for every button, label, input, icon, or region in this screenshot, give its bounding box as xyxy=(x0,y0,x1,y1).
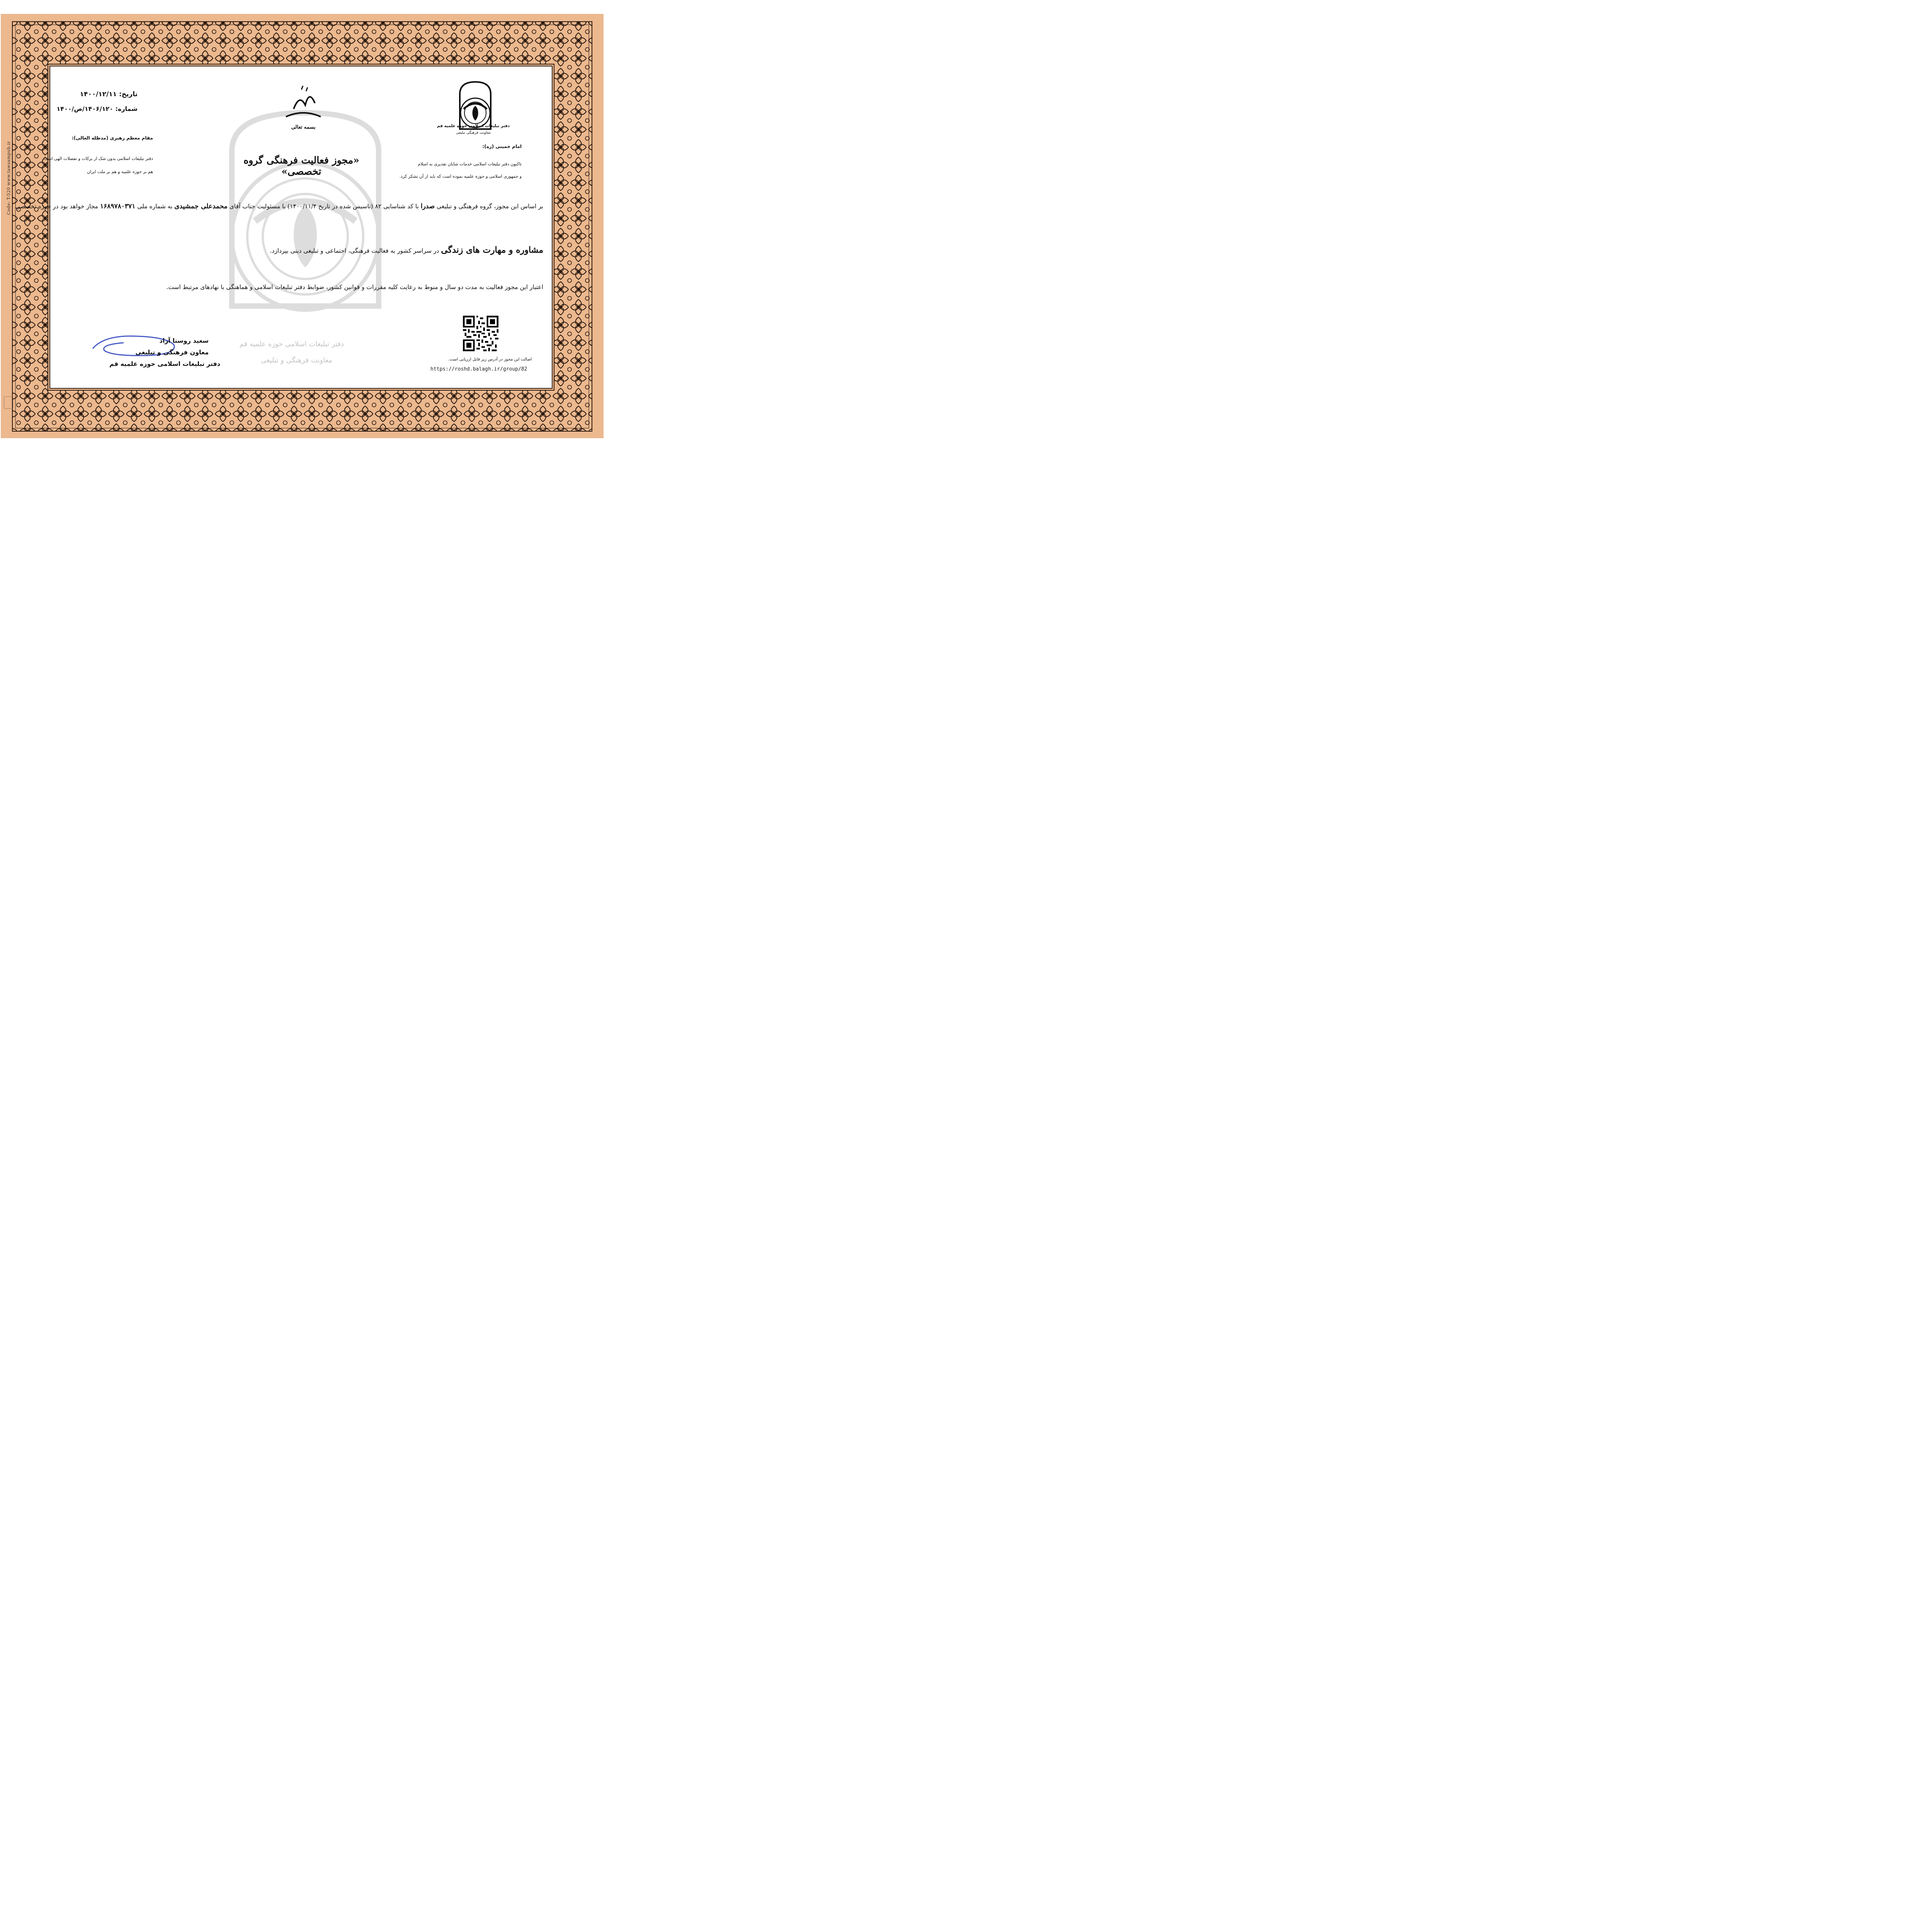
certificate-panel xyxy=(15,66,553,389)
quote-left-line2: هم بر حوزه علمیه و هم بر ملت ایران xyxy=(87,169,153,174)
official-stamp xyxy=(239,337,344,376)
p1-part-d: مجاز خواهد بود در حوزه تخصصی xyxy=(15,203,98,210)
quote-left-line1: دفتر تبلیغات اسلامی بدون شک از برکات و تفضلات الهی است xyxy=(44,156,153,161)
national-id: ۱۶۸۹۷۸۰۳۷۱ xyxy=(100,202,136,210)
quote-left-title: مقام معظم رهبری (مدظله العالی): xyxy=(71,135,153,141)
authenticity-note: اصالت این مجوز در آدرس زیر قابل ارزیابی است. xyxy=(448,357,532,362)
signer-role: معاون فرهنگی و تبلیغی xyxy=(135,349,209,356)
quote-right-title: امام خمینی (ره): xyxy=(482,144,522,149)
p1-part-a: بر اساس این مجوز، گروه فرهنگی و تبلیغی xyxy=(436,203,543,210)
number-value: ۱۴۰۶/۱۲۰/ص/۱۴۰۰ xyxy=(56,105,113,112)
side-print-code: Code: T-520 www.tawsampub.ir xyxy=(6,141,11,215)
basmala-calligraphy-icon xyxy=(278,82,328,124)
body-paragraph-1 xyxy=(15,202,543,210)
emblem-org-line2: معاونت فرهنگی تبلیغی xyxy=(456,131,491,135)
group-name: صدرا xyxy=(420,202,435,210)
printer-logo-icon xyxy=(4,396,13,409)
signer-org: دفتر تبلیغات اسلامی حوزه علمیه قم xyxy=(109,360,220,367)
number-label: شماره: xyxy=(115,105,138,112)
number-line xyxy=(56,105,138,112)
quote-right-line2: و جمهوری اسلامی و حوزه علمیه نموده است که باید از آن تشکر کرد. xyxy=(399,174,522,179)
basmala-text: بسمه تعالی xyxy=(291,124,316,130)
specialty-field: مشاوره و مهارت های زندگی xyxy=(441,245,543,255)
date-value: ۱۴۰۰/۱۲/۱۱ xyxy=(80,90,117,98)
person-name: محمدعلی جمشیدی xyxy=(174,202,228,210)
p1-part-b: با کد شناسایی ۸۲ (تاسیس شده در تاریخ ۱۴۰۰/۱۱/۴) با مسئولیت جناب آقای xyxy=(229,203,419,210)
p1-part-c: به شماره ملی xyxy=(137,203,173,210)
emblem-org-line1: دفتر تبلیغات اسلامی حوزه علمیه قم xyxy=(437,124,510,128)
date-line xyxy=(80,90,138,98)
stamp-line1: دفتر تبلیغات اسلامی حوزه علمیه قم xyxy=(239,340,344,348)
verification-url-link[interactable]: https://roshd.balagh.ir/group/82 xyxy=(430,366,527,372)
certificate-title: «مجوز فعالیت فرهنگی گروه تخصصی» xyxy=(243,155,359,177)
date-label: تاریخ: xyxy=(119,90,138,98)
signer-name: سعید روستا آزاد xyxy=(159,337,209,344)
certificate-page xyxy=(0,0,606,440)
p2-text: در سراسر کشور به فعالیت فرهنگی، اجتماعی و تبلیغی دینی بپردازد. xyxy=(270,247,439,254)
body-paragraph-2 xyxy=(270,245,543,255)
body-paragraph-3: اعتبار این مجوز فعالیت به مدت دو سال و منوط به رعایت کلیه مقررات و قوانین کشور، ضوابط دفتر تبلیغات اسلامی و هماهنگی با نهادهای مرتبط است. xyxy=(166,284,543,291)
quote-right-line1: تاکنون دفتر تبلیغات اسلامی خدمات شایان تقدیری به اسلام xyxy=(418,162,522,167)
verification-qr-code-icon[interactable] xyxy=(463,316,498,351)
stamp-line2: معاونت فرهنگی و تبلیغی xyxy=(261,356,332,364)
